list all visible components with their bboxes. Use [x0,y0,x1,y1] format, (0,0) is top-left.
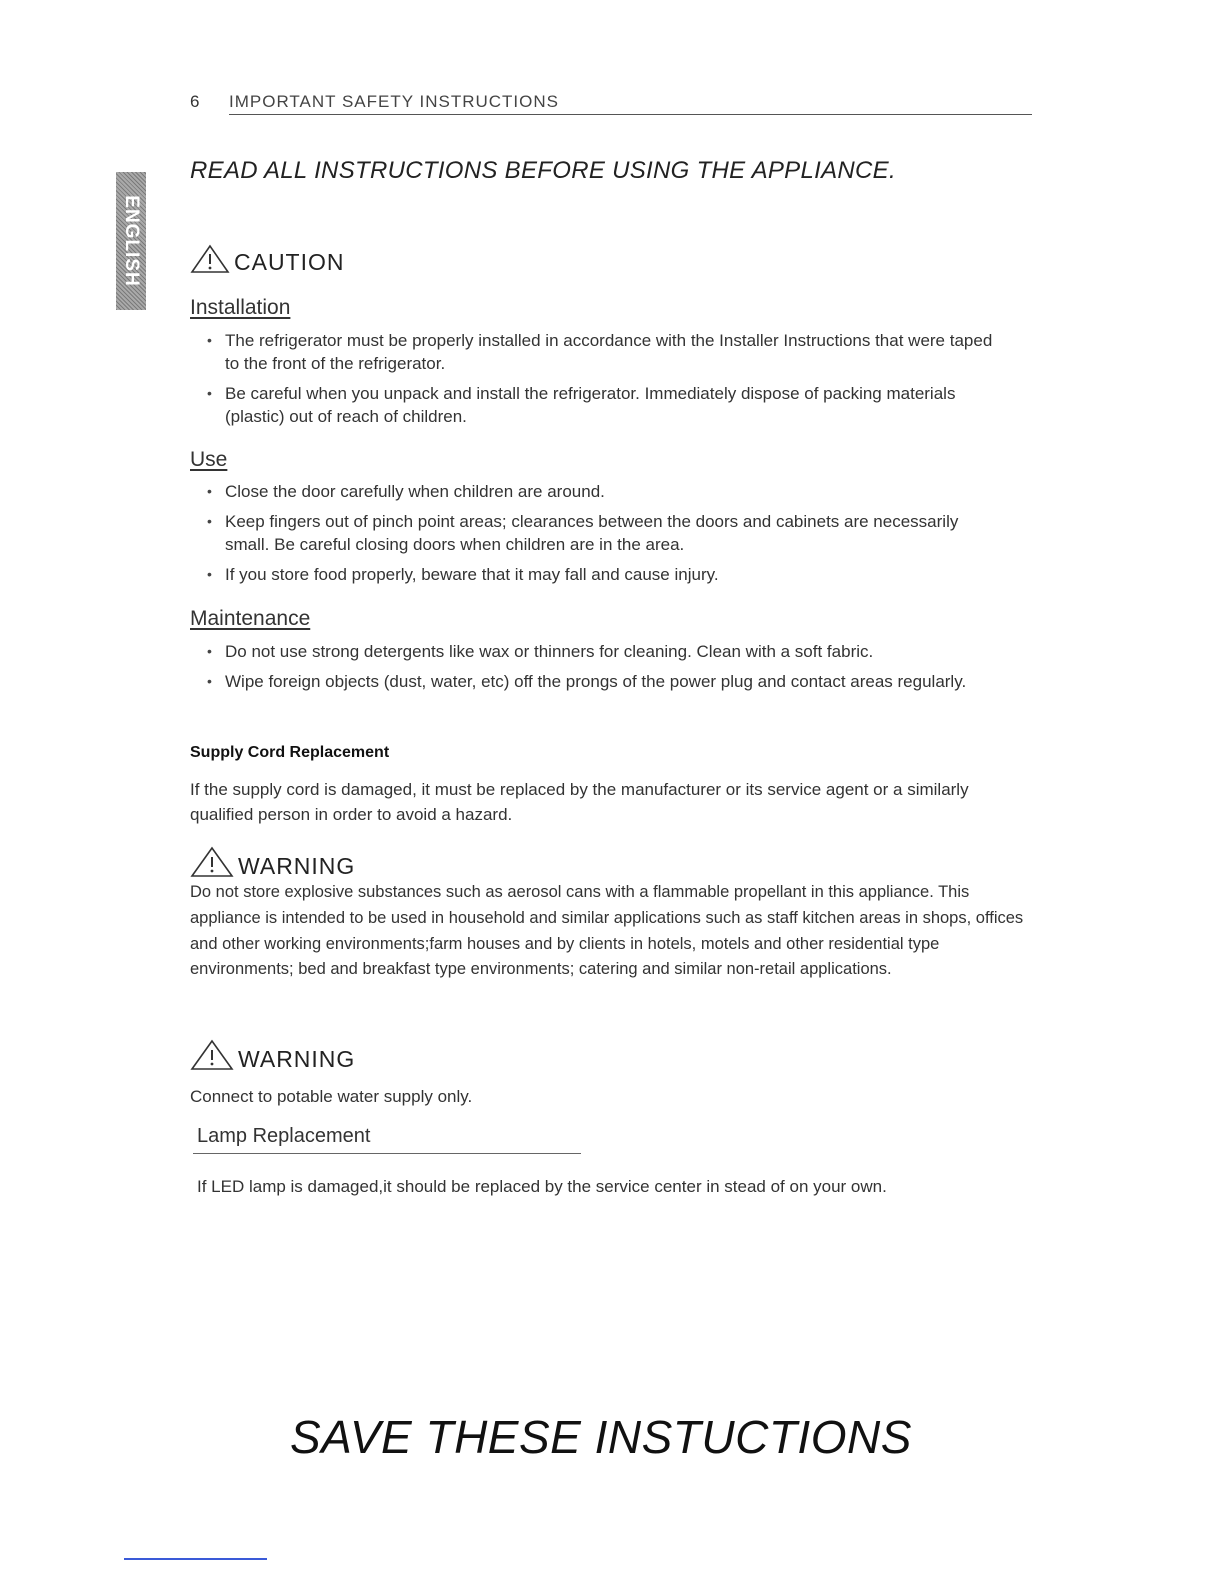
list-item: • The refrigerator must be properly installed in accordance with the Installer Instructions that were taped to the front of the refrigerator. [205,329,1005,375]
page-number: 6 [190,92,200,111]
lamp-divider [193,1153,581,1154]
list-item: • If you store food properly, beware that it may fall and cause injury. [205,563,1005,586]
warning-label-2: WARNING [238,1046,356,1072]
warning-text-2: Connect to potable water supply only. [190,1087,473,1106]
header-divider [229,114,1032,115]
warning-heading-2 [190,1039,355,1071]
bottom-divider [124,1558,267,1560]
list-item: • Do not use strong detergents like wax or thinners for cleaning. Clean with a soft fabric. [205,640,1005,663]
save-instructions-footer: SAVE THESE INSTUCTIONS [290,1411,912,1463]
warning-heading [190,846,355,878]
list-item: • Wipe foreign objects (dust, water, etc) off the prongs of the power plug and contact areas regularly. [205,670,1005,693]
maintenance-list [205,640,1005,700]
language-tab [116,172,146,310]
warning-text: Do not store explosive substances such as aerosol cans with a flammable propellant in this appliance. This appliance is intended to be used in household and similar applications such as staff kitchen areas in shops, offices and other working environments;farm houses and by clients in hotels, motels and other residential type environments; bed and breakfast type environments; catering and similar non-retail applications. [190,883,1024,979]
caution-heading [190,244,345,274]
lamp-heading: Lamp Replacement [197,1125,371,1147]
maintenance-heading: Maintenance [190,607,311,630]
list-item: • Close the door carefully when children are around. [205,480,1005,503]
list-item: • Keep fingers out of pinch point areas; clearances between the doors and cabinets are necessarily small. Be careful closing doors when children are in the area. [205,510,1005,556]
main-heading: READ ALL INSTRUCTIONS BEFORE USING THE APPLIANCE. [190,157,896,184]
warning-triangle-icon [190,244,230,274]
installation-list [205,329,1005,435]
caution-label: CAUTION [234,249,345,275]
supply-cord-heading: Supply Cord Replacement [190,744,390,761]
installation-heading: Installation [190,296,291,319]
use-list [205,480,1005,593]
lamp-text: If LED lamp is damaged,it should be replaced by the service center in stead of on your own. [197,1177,887,1196]
supply-cord-text: If the supply cord is damaged, it must be replaced by the manufacturer or its service agent or a similarly qualified person in order to avoid a hazard. [190,780,969,824]
list-item: • Be careful when you unpack and install the refrigerator. Immediately dispose of packing materials (plastic) out of reach of children. [205,382,1005,428]
use-heading: Use [190,448,228,471]
section-title: IMPORTANT SAFETY INSTRUCTIONS [229,92,559,111]
warning-triangle-icon [190,1039,234,1071]
warning-triangle-icon [190,846,234,878]
warning-label: WARNING [238,853,356,879]
language-tab-label: ENGLISH [121,195,142,287]
